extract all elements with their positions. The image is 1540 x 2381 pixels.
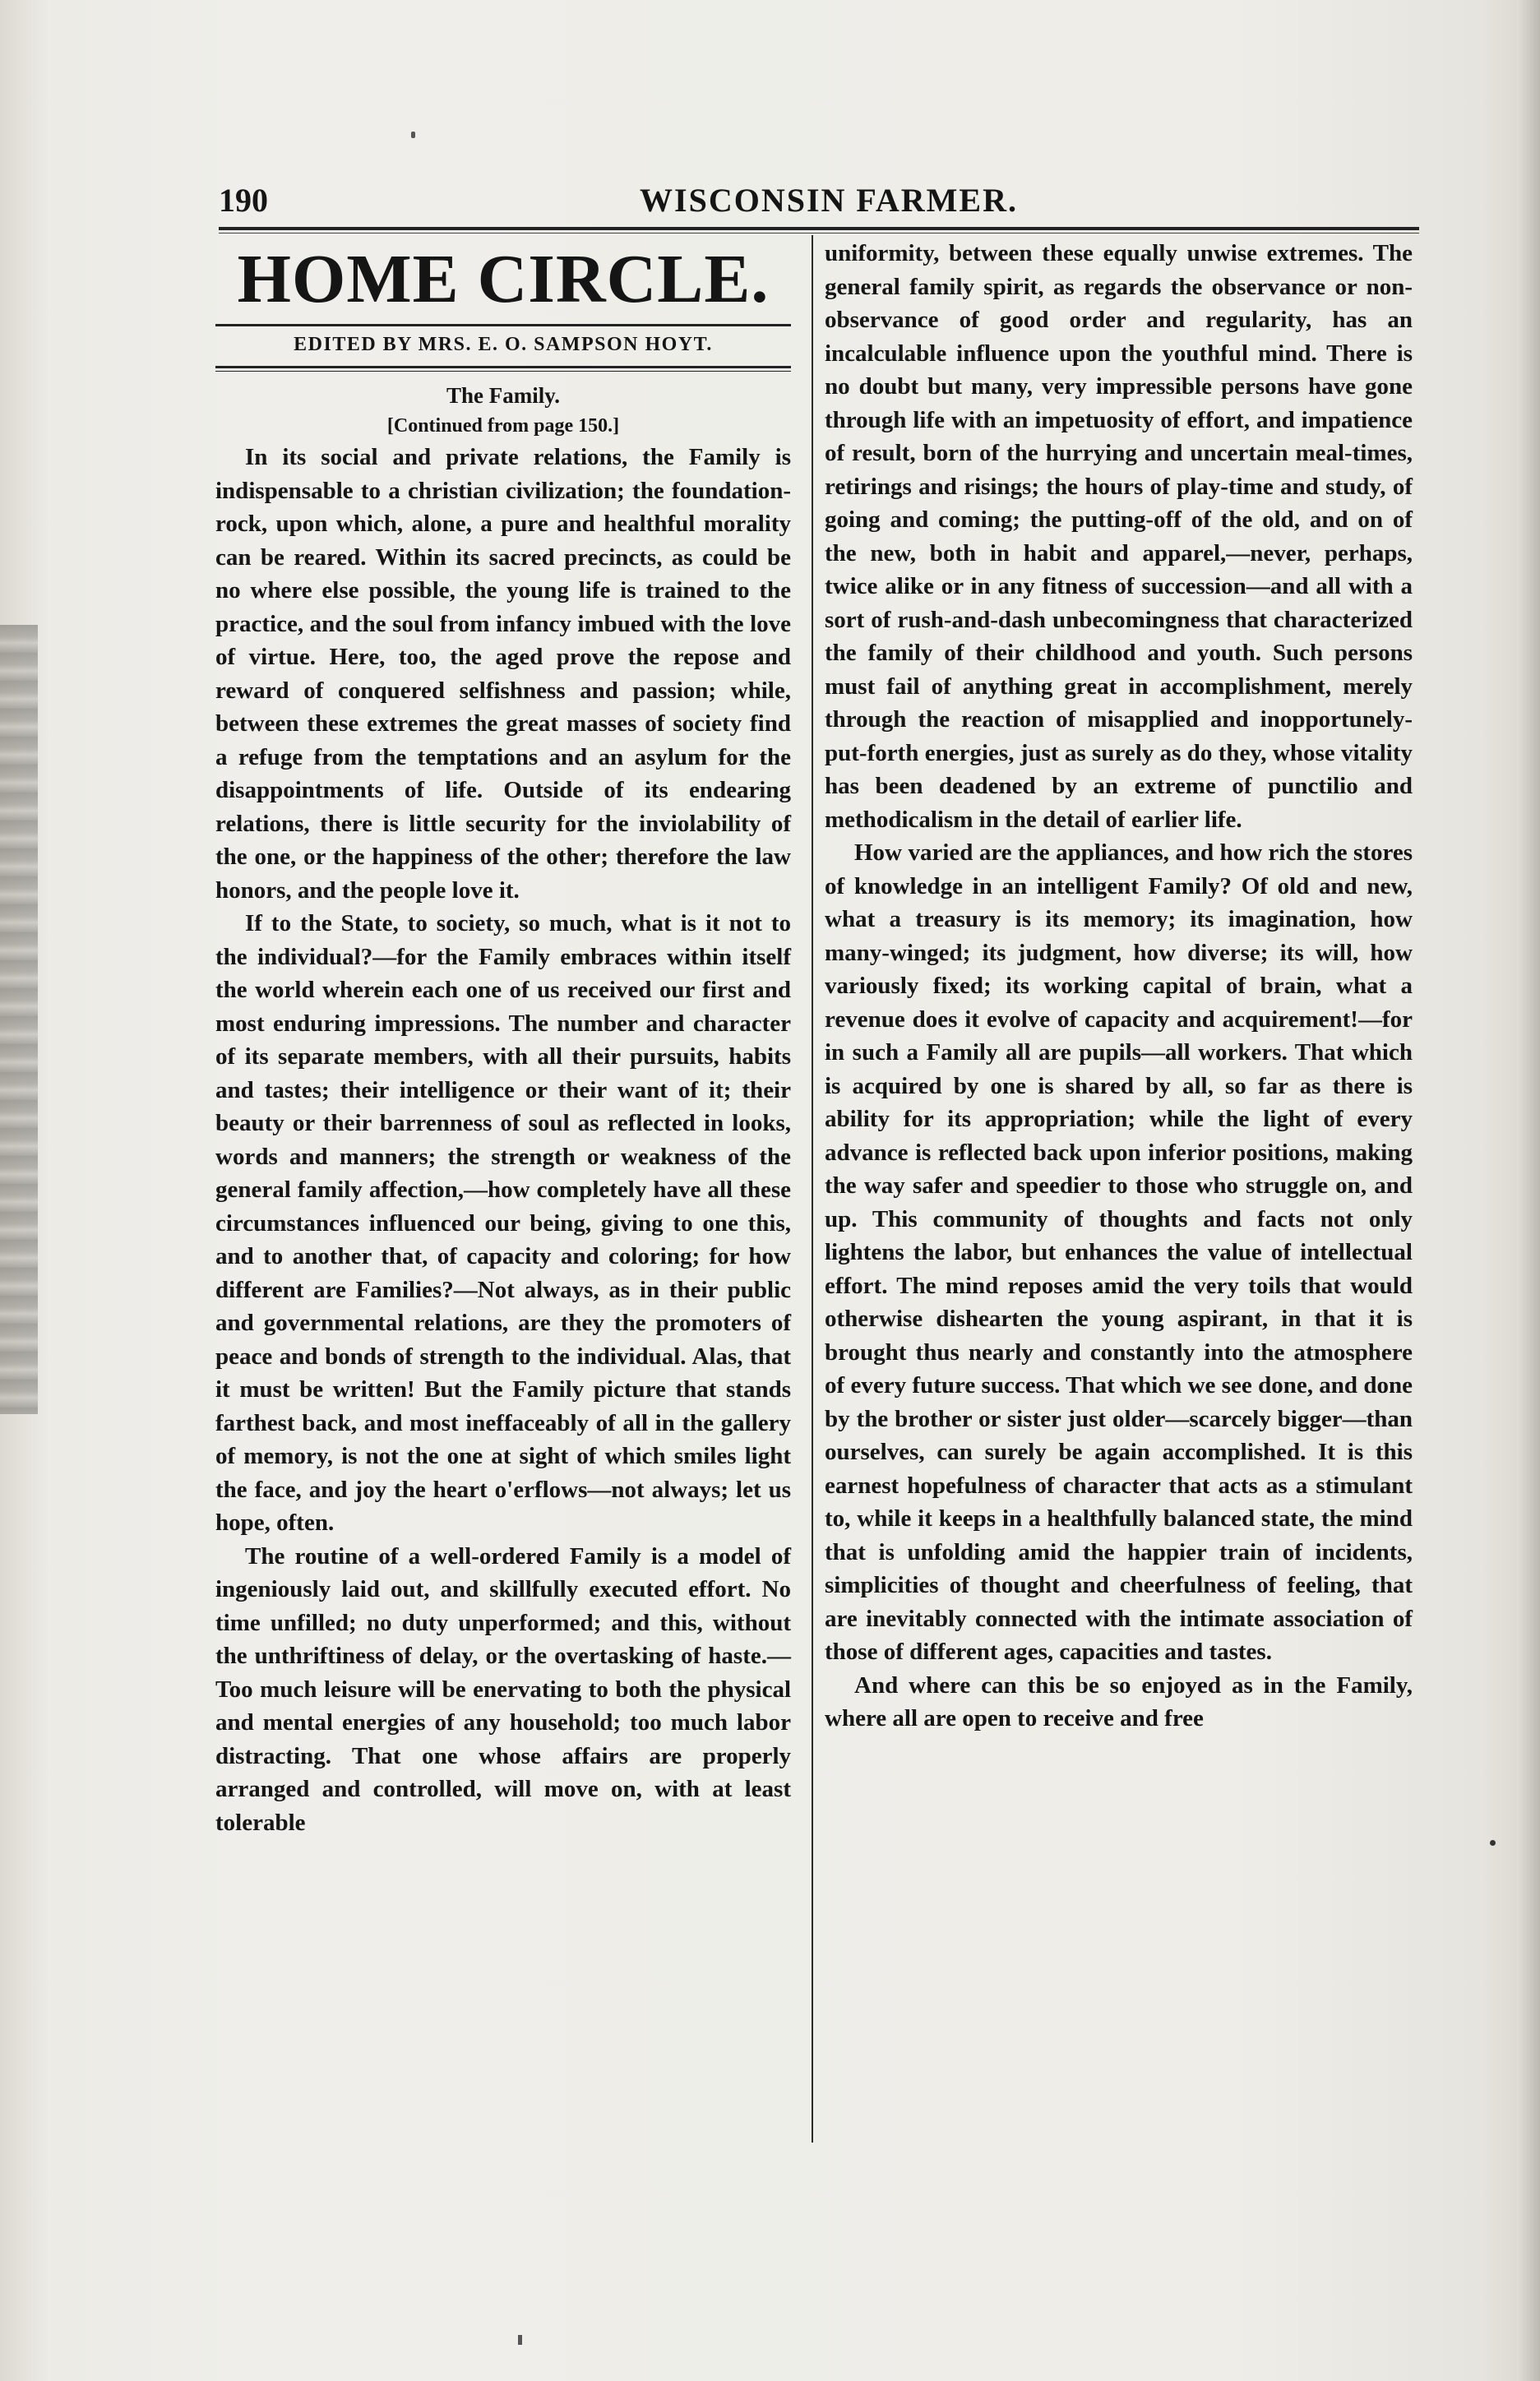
continued-note: [Continued from page 150.] — [386, 415, 620, 437]
page-edge-shadow — [1517, 0, 1540, 2381]
paragraph: uniformity, between these equally unwise extremes. The general family spirit, as regards the observance or non-observance of good order and regularity, has an incalculable influence upon the youthful mind. There is no doubt but many, very impressible persons have gone through life with an impetuosity of effort, and impatience of result, born of the hurrying and uncertain meal-times, retirings and risings; the hours of play-time and study, of going and coming; the putting-off of the old, and on of the new, both in habit and apparel,—never, perhaps, twice alike or in any fitness of succession—and all with a sort of rush-and-dash unbecomingness that characterized the family of their childhood and youth. Such persons must fail of anything great in accomplishment, merely through the reaction of misapplied and inopportunely-put-forth energies, just as surely as do they, whose vitality has been deadened by an extreme of punctilio and methodicalism in the detail of earlier life. — [825, 240, 1413, 833]
section-title: HOME CIRCLE. — [237, 241, 770, 317]
column-divider — [812, 235, 813, 2143]
print-speck — [1490, 1840, 1496, 1846]
binding-shadow — [0, 625, 38, 1414]
page-number: 190 — [219, 182, 268, 219]
running-title: WISCONSIN FARMER. — [640, 182, 1018, 219]
print-speck — [411, 132, 415, 138]
paragraph: And where can this be so enjoyed as in the Family, where all are open to receive and free — [825, 1671, 1413, 1731]
paragraph: In its social and private relations, the Family is indispensable to a christian civilization; the foundation-rock, upon which, alone, a pure and healthful morality can be reared. Within its sacred precincts, as could be no where else possible, the young life is trained to the practice, and the soul from infancy imbued with the love of virtue. Here, too, the aged prove the repose and reward of conquered selfishness and passion; while, between these extremes the great masses of society find a refuge from the temptations and an asylum for the disappointments of life. Outside of its endearing relations, there is little security for the inviolability of the one, or the happiness of the other; therefore the law honors, and the people love it. — [215, 444, 791, 904]
right-column — [825, 237, 1413, 1736]
paragraph: How varied are the appliances, and how rich the stores of knowledge in an intelligent Family? Of old and new, what a treasury is its memory; its imagination, how many-winged; its judgment, how diverse; its will, how variously fixed; its working capital of brain, what a revenue does it evolve of capacity and acquirement!—for in such a Family all are pupils—all workers. That which is acquired by one is shared by all, so far as there is ability for its appropriation; while the light of every advance is reflected back upon inferior positions, making the way safer and speedier to those who struggle on, and up. This community of thoughts and facts not only lightens the labor, but enhances the value of intellectual effort. The mind reposes amid the very toils that would otherwise dishearten the young aspirant, in that it is brought thus nearly and constantly into the atmosphere of every future success. That which we see done, and done by the brother or sister just older—scarcely bigger—than ourselves, can surely be again accomplished. It is this earnest hopefulness of character that acts as a stimulant to, while it keeps in a healthfully balanced state, the mind that is unfolding amid the happier train of incidents, simplicities of thought and cheerfulness of feeling, that are inevitably connected with the intimate association of those of different ages, capacities and tastes. — [825, 839, 1413, 1665]
article-title: The Family. — [446, 383, 560, 408]
editor-rule — [215, 366, 791, 372]
paragraph: The routine of a well-ordered Family is a model of ingeniously laid out, and skillfully executed effort. No time unfilled; no duty unperformed; and this, without the unthriftiness of delay, or the overtasking of haste.—Too much leisure will be enervating to both the physical and mental energies of any household; too much labor distracting. That one whose affairs are properly arranged and controlled, will move on, with at least tolerable — [215, 1542, 791, 1836]
editor-line: EDITED BY MRS. E. O. SAMPSON HOYT. — [294, 334, 713, 355]
print-speck — [518, 2335, 522, 2345]
header-rule — [219, 227, 1419, 233]
page-header — [219, 174, 1419, 224]
left-column — [215, 237, 791, 1839]
paragraph: If to the State, to society, so much, what is it not to the individual?—for the Family embraces within itself the world wherein each one of us received our first and most enduring impressions. The number and character of its separate members, with all their pursuits, habits and tastes; their intelligence or their want of it; their beauty or their barrenness of soul as reflected in looks, words and manners; the strength or weakness of the general family affection,—how completely have all these circumstances influenced our being, giving to one this, and to another that, of capacity and coloring; for how different are Families?—Not always, as in their public and governmental relations, are they the promoters of peace and bonds of strength to the individual. Alas, that it must be written! But the Family picture that stands farthest back, and most ineffaceably of all in the gallery of memory, is not the one at sight of which smiles light the face, and joy the heart o'erflows—not always; let us hope, often. — [215, 910, 791, 1536]
